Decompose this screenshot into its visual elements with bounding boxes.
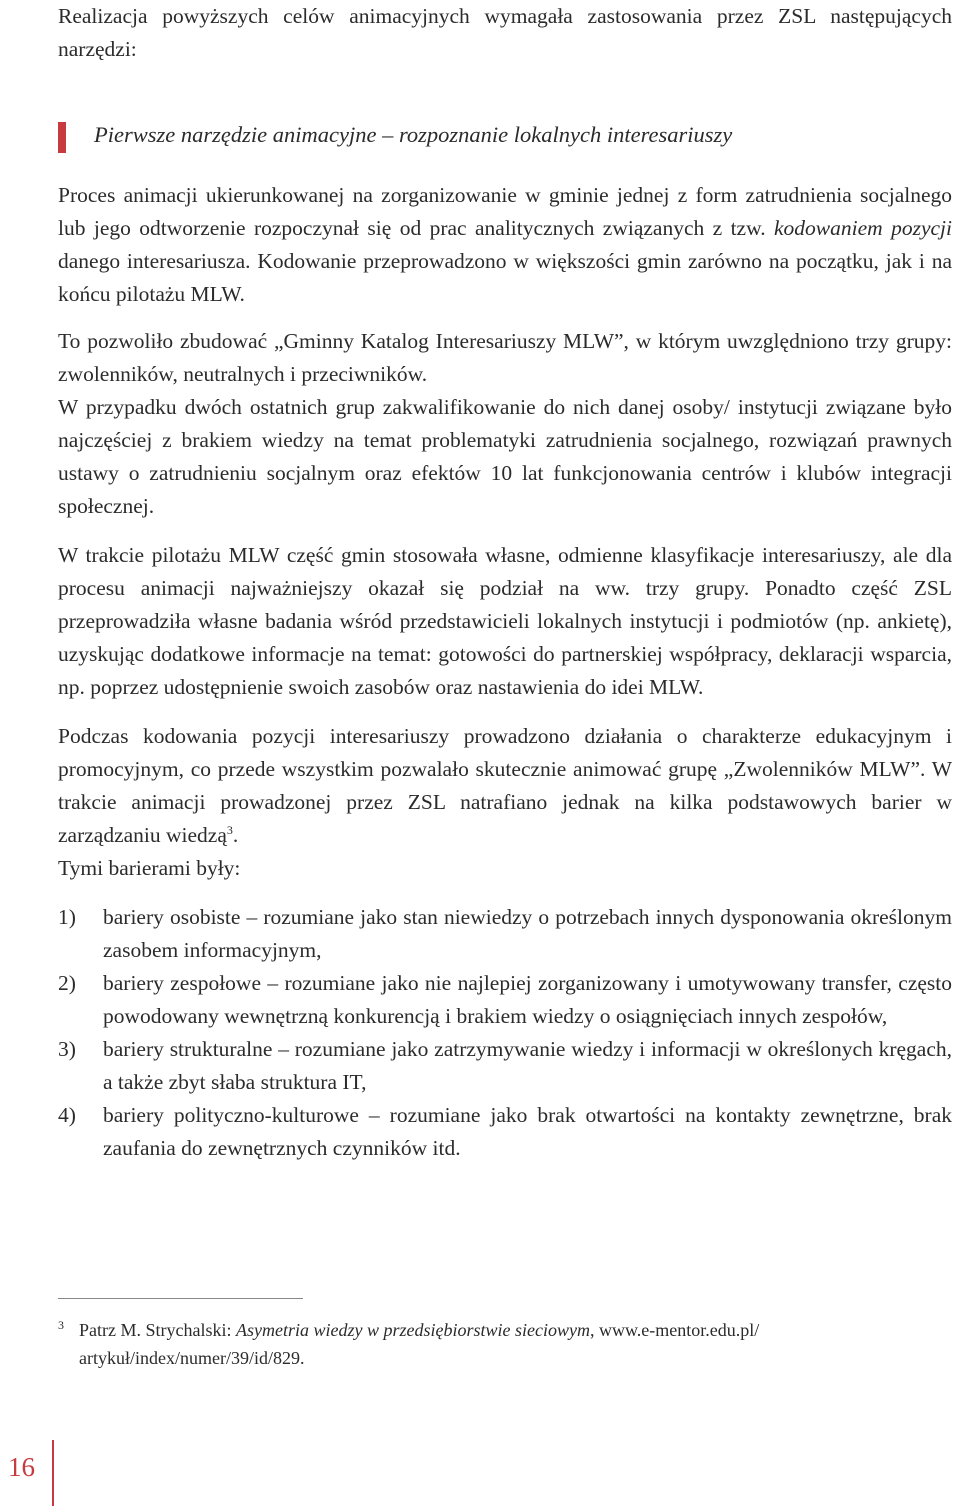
paragraph-process <box>58 179 952 311</box>
footnote-author: Patrz M. Strychalski: <box>79 1320 236 1340</box>
intro-paragraph: Realizacja powyższych celów animacyjnych wymagała zastosowania przez ZSL następujących narzędzi: <box>58 4 952 61</box>
list-item <box>58 1033 952 1099</box>
list-item <box>58 1099 952 1165</box>
main-content <box>58 0 952 1165</box>
paragraph-catalog: To pozwoliło zbudować „Gminny Katalog Interesariuszy MLW”, w którym uwzględniono trzy grupy: zwolenników, neutralnych i przeciwników. <box>58 329 952 386</box>
section-heading <box>58 119 952 151</box>
footnote-title: Asymetria wiedzy w przedsiębiorstwie sieciowym <box>235 1320 590 1340</box>
page-number-rule <box>52 1440 54 1506</box>
paragraph-process-part1: Proces animacji ukierunkowanej na zorganizowanie w gminie jednej z form zatrudnienia socjalnego lub jego odtworzenie rozpoczynał się od prac analitycznych związanych z tzw. <box>58 183 952 240</box>
barriers-list <box>58 901 952 1165</box>
paragraph-process-emphasis: kodowaniem pozycji <box>774 216 952 240</box>
footnote-divider <box>58 1298 303 1299</box>
list-item-text: bariery zespołowe – rozumiane jako nie najlepiej zorganizowany i umotywowany transfer, często powodowany wewnętrzną konkurencją i brakiem wiedzy o osiągnięciach innych zespołów, <box>103 971 952 1028</box>
paragraph-process-part2: danego interesariusza. Kodowanie przeprowadzono w większości gmin zarówno na początku, jak i na końcu pilotażu MLW. <box>58 249 952 306</box>
footnote <box>58 1316 952 1372</box>
list-item-text: bariery osobiste – rozumiane jako stan niewiedzy o potrzebach innych dysponowania określonym zasobem informacyjnym, <box>103 905 952 962</box>
footnote-reference: 3 <box>226 822 233 837</box>
section-heading-text: Pierwsze narzędzie animacyjne – rozpoznanie lokalnych interesariuszy <box>94 122 733 147</box>
list-item-number: 1) <box>58 905 76 929</box>
paragraph-coding-text: Podczas kodowania pozycji interesariuszy prowadzono działania o charakterze edukacyjnym i promocyjnym, co przede wszystkim pozwalało skutecznie animować grupę „Zwolenników MLW”. W trakcie animacji prowadzonej przez ZSL natrafiano jednak na kilka podstawowych barier w zarządzaniu wiedzą <box>58 724 952 847</box>
list-item-text: bariery polityczno-kulturowe – rozumiane jako brak otwartości na kontakty zewnętrzne, brak zaufania do zewnętrznych czynników itd. <box>103 1103 952 1160</box>
footnote-link[interactable]: , www.e-mentor.edu.pl/ artykuł/index/numer/39/id/829. <box>79 1320 760 1368</box>
paragraph-pilot: W trakcie pilotażu MLW część gmin stosowała własne, odmienne klasyfikacje interesariuszy, ale dla procesu animacji najważniejszy okazał się podział na ww. trzy grupy. Ponadto część ZSL przeprowadziła własne badania wśród przedstawicieli lokalnych instytucji i podmiotów (np. ankietę), uzyskując dodatkowe informacje na temat: gotowości do partnerskiej współpracy, deklaracji wsparcia, np. poprzez udostępnienie swoich zasobów oraz nastawienia do idei MLW. <box>58 543 952 699</box>
paragraph-coding-period: . <box>232 823 239 847</box>
footnote-mark: 3 <box>58 1318 64 1332</box>
list-item-number: 3) <box>58 1037 76 1061</box>
list-item-number: 4) <box>58 1103 76 1127</box>
list-item <box>58 967 952 1033</box>
list-item <box>58 901 952 967</box>
footnote-body <box>58 1316 952 1372</box>
list-item-text: bariery strukturalne – rozumiane jako zatrzymywanie wiedzy i informacji w określonych kręgach, a także zbyt słaba struktura IT, <box>103 1037 952 1094</box>
list-item-number: 2) <box>58 971 76 995</box>
page-number: 16 <box>8 1452 35 1482</box>
paragraph-barriers-intro: Tymi barierami były: <box>58 856 241 880</box>
paragraph-groups: W przypadku dwóch ostatnich grup zakwalifikowanie do nich danej osoby/ instytucji związane było najczęściej z brakiem wiedzy na temat problematyki zatrudnienia socjalnego, rozwiązań prawnych ustawy o zatrudnieniu socjalnym oraz efektów 10 lat funkcjonowania centrów i klubów integracji społecznej. <box>58 395 952 518</box>
paragraph-coding <box>58 720 952 852</box>
heading-accent-bar <box>58 122 66 153</box>
